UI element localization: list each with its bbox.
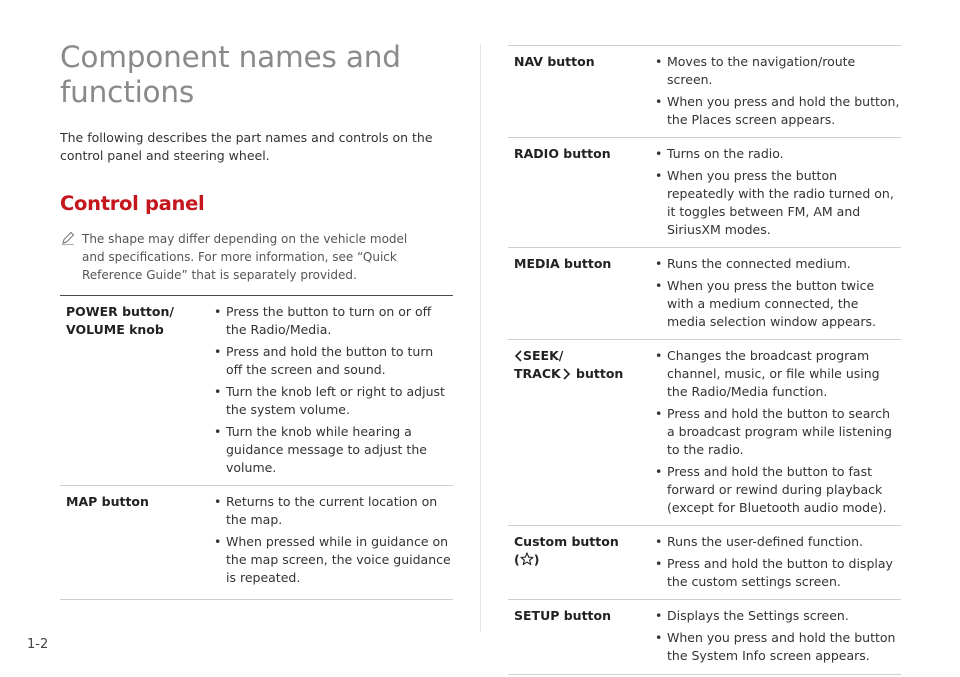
star-outline-icon [520, 552, 534, 566]
row-label: MAP button [66, 494, 149, 509]
row-label: Custom button ( ) [508, 533, 653, 591]
list-item: • Displays the Settings screen. [653, 607, 901, 625]
row-items [653, 53, 901, 129]
section-heading: Control panel [60, 192, 205, 215]
list-item: • When pressed while in guidance on the map screen, the voice guidance is repeated. [212, 533, 453, 587]
row-label [508, 347, 653, 517]
left-table [60, 295, 453, 600]
list-item: • When you press and hold the button, the Places screen appears. [653, 93, 901, 129]
list-item: • Press and hold the button to display the custom settings screen. [653, 555, 901, 591]
list-item: • Runs the user-defined function. [653, 533, 901, 551]
pencil-note-icon [60, 230, 76, 246]
list-item: • Press the button to turn on or off the Radio/Media. [212, 303, 453, 339]
list-item: • When you press and hold the button the System Info screen appears. [653, 629, 901, 665]
list-item: • Returns to the current location on the map. [212, 493, 453, 529]
row-label: SETUP button [514, 608, 612, 623]
list-item: • Turns on the radio. [653, 145, 901, 163]
seek-label-line2: TRACK button [514, 366, 624, 381]
list-item: • Runs the connected medium. [653, 255, 901, 273]
table-row [508, 340, 901, 526]
page-title: Component names and functions [60, 40, 401, 109]
list-item: • Turn the knob left or right to adjust the system volume. [212, 383, 453, 419]
row-items [212, 493, 453, 587]
list-item: • Turn the knob while hearing a guidance message to adjust the volume. [212, 423, 453, 477]
row-label: MEDIA button [514, 256, 612, 271]
row-items [653, 145, 901, 239]
table-row [508, 45, 901, 138]
table-row [60, 486, 453, 600]
chevron-right-icon [561, 368, 572, 380]
page-number: 1-2 [27, 637, 49, 652]
row-items [212, 303, 453, 477]
list-item: • When you press the button twice with a medium connected, the media selection window appears. [653, 277, 901, 331]
column-divider [480, 44, 481, 632]
note-text: The shape may differ depending on the vehicle model and specifications. For more information, see “Quick Reference Guide” that is separately provided. [82, 232, 408, 282]
list-item: • Moves to the navigation/route screen. [653, 53, 901, 89]
row-items [653, 533, 901, 591]
list-item: • Press and hold the button to search a broadcast program while listening to the radio. [653, 405, 901, 459]
table-row [60, 295, 453, 486]
list-item: • Press and hold the button to turn off the screen and sound. [212, 343, 453, 379]
table-row [508, 248, 901, 340]
intro-paragraph: The following describes the part names and controls on the control panel and steering wheel. [60, 130, 433, 163]
table-row [508, 526, 901, 600]
row-items [653, 607, 901, 665]
seek-label-line1: SEEK/ [514, 347, 653, 365]
row-label: RADIO button [514, 146, 611, 161]
list-item: • Press and hold the button to fast forward or rewind during playback (except for Bluetooth audio mode). [653, 463, 901, 517]
list-item: • When you press the button repeatedly with the radio turned on, it toggles between FM, AM and SiriusXM modes. [653, 167, 901, 239]
row-items [653, 347, 901, 517]
custom-label-line2: ( ) [514, 552, 540, 567]
table-row [508, 138, 901, 248]
row-items [653, 255, 901, 331]
right-table [508, 45, 901, 675]
row-label: NAV button [514, 54, 595, 69]
list-item: • Changes the broadcast program channel, music, or file while using the Radio/Media function. [653, 347, 901, 401]
chevron-left-icon [514, 350, 523, 362]
row-label: POWER button/ VOLUME knob [66, 304, 174, 337]
table-row [508, 600, 901, 675]
